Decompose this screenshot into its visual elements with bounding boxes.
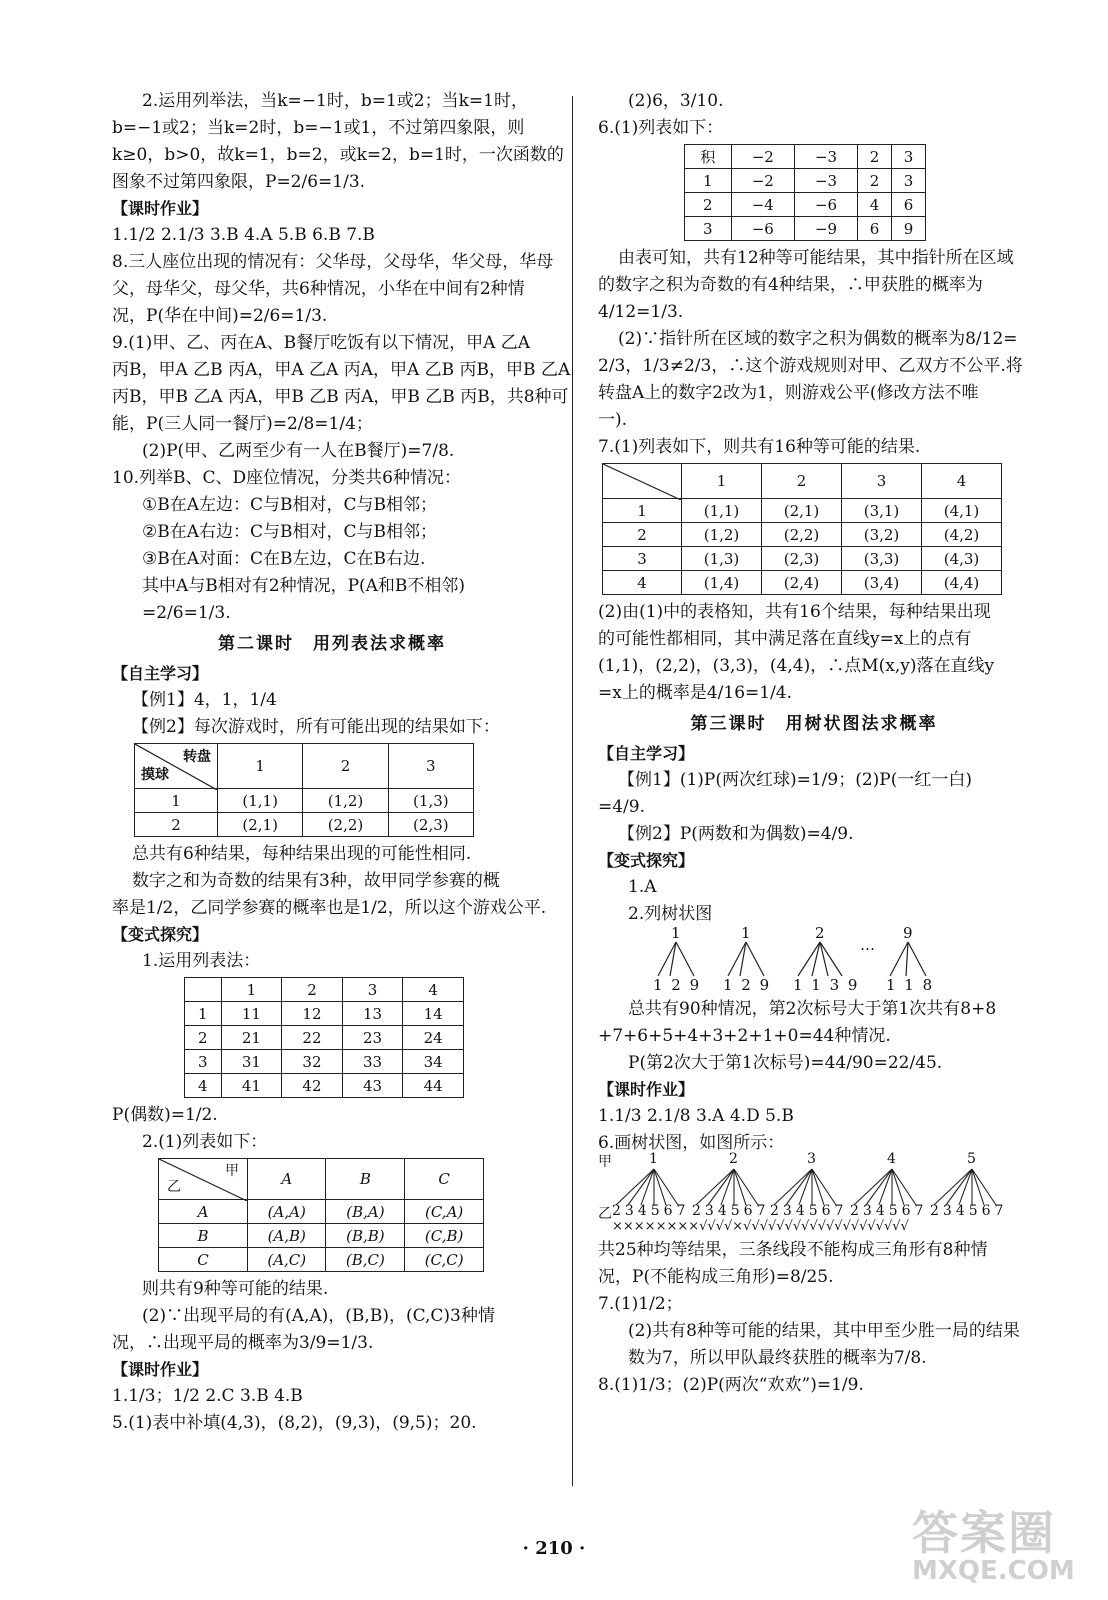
tree-leaves: 234567 xyxy=(692,1203,770,1219)
text-line: =2/6=1/3. xyxy=(142,603,231,623)
table-cell: (4,4) xyxy=(922,571,1002,595)
table-cell: (3,3) xyxy=(842,547,922,571)
table-cell: 24 xyxy=(403,1026,464,1050)
text-line: ③B在A对面：C在B左边，C在B右边. xyxy=(142,549,426,569)
text-line: (2)6，3/10. xyxy=(628,91,724,111)
text-line: P(第2次大于第1次标号)=44/90=22/45. xyxy=(628,1053,943,1073)
text-line: 5.(1)表中补填(4,3)，(8,2)，(9,3)，(9,5)；20. xyxy=(112,1413,477,1433)
tree-leaves: 1 1 3 9 xyxy=(793,976,860,994)
text-line: 【例2】P(两数和为偶数)=4/9. xyxy=(618,824,854,844)
text-line: (1,1)，(2,2)，(3,3)，(4,4)，∴点M(x,y)落在直线y xyxy=(598,656,995,676)
table-cell: 23 xyxy=(342,1026,403,1050)
text-line: 2.(1)列表如下： xyxy=(142,1132,268,1152)
table-cell: 6 xyxy=(892,193,926,217)
table-row xyxy=(685,193,926,217)
table-cell: 3 xyxy=(892,169,926,193)
table-cell: (2,1) xyxy=(762,499,842,523)
text-line: 【例1】(1)P(两次红球)=1/9；(2)P(一红一白) xyxy=(618,770,972,790)
table-cell: 1 xyxy=(685,169,732,193)
tree-root: 1 xyxy=(741,924,751,942)
text-line: 其中A与B相对有2种情况，P(A和B不相邻) xyxy=(142,576,466,596)
text-line: 则共有9种等可能的结果. xyxy=(142,1279,329,1299)
table-cell: (2,3) xyxy=(388,813,473,837)
table-header-cell: 积 xyxy=(685,145,732,169)
text-line: 1.1/3 2.1/8 3.A 4.D 5.B xyxy=(598,1106,794,1126)
text-line: 丙B，甲A 乙B 丙A，甲A 乙A 丙A，甲A 乙B 丙B，甲B 乙A xyxy=(112,360,571,380)
table-cell: (1,2) xyxy=(682,523,762,547)
table-header-cell: 2 xyxy=(858,145,892,169)
table-cell: (1,4) xyxy=(682,571,762,595)
tree-diagram-1 xyxy=(598,924,1030,996)
table-row xyxy=(135,813,474,837)
table-row xyxy=(685,169,926,193)
table-header-cell: −2 xyxy=(731,145,794,169)
text-line: 6.画树状图，如图所示： xyxy=(598,1133,785,1153)
table-cell: (B,B) xyxy=(326,1224,405,1248)
table-row xyxy=(159,1248,484,1272)
table-cell: (3,2) xyxy=(842,523,922,547)
table-row xyxy=(185,1002,464,1026)
table-cell: 4 xyxy=(858,193,892,217)
text-line: (2)共有8种等可能的结果，其中甲至少胜一局的结果 xyxy=(628,1321,1020,1341)
table-cell: 1 xyxy=(603,499,682,523)
text-line: (2)由(1)中的表格知，共有16个结果，每种结果出现 xyxy=(598,602,991,622)
text-line: +7+6+5+4+3+2+1+0=44种情况. xyxy=(598,1026,891,1046)
table-cell: (C,C) xyxy=(405,1248,484,1272)
section-heading: 【课时作业】 xyxy=(112,199,209,218)
text-line: 1.1/3；1/2 2.C 3.B 4.B xyxy=(112,1386,303,1406)
table-cell: −6 xyxy=(731,217,794,241)
table-corner-cell xyxy=(135,744,218,789)
table-row xyxy=(185,1050,464,1074)
text-line: (2)∵指针所在区域的数字之积为偶数的概率为8/12= xyxy=(618,329,1018,349)
text-line: (2)∵出现平局的有(A,A)，(B,B)，(C,C)3种情 xyxy=(142,1306,495,1326)
text-line: 2.列树状图 xyxy=(628,904,713,924)
table-cell: 41 xyxy=(221,1074,282,1098)
table-cell: (4,2) xyxy=(922,523,1002,547)
text-line: k≥0，b>0，故k=1，b=2，或k=2，b=1时，一次函数的 xyxy=(112,145,564,165)
text-line: 7.(1)列表如下，则共有16种等可能的结果. xyxy=(598,437,921,457)
corner-top-label: 转盘 xyxy=(183,749,211,765)
tree-root: 3 xyxy=(807,1151,816,1167)
watermark-url: MXQE.COM xyxy=(912,1556,1075,1586)
table-cell: 2 xyxy=(858,169,892,193)
text-line: 1.1/2 2.1/3 3.B 4.A 5.B 6.B 7.B xyxy=(112,225,375,245)
table-row xyxy=(603,523,1002,547)
table-row xyxy=(159,1200,484,1224)
right-column xyxy=(598,88,1030,1399)
table-corner-cell xyxy=(159,1159,248,1200)
table-cell: (1,1) xyxy=(218,789,303,813)
tree-leaves: 234567 xyxy=(770,1203,848,1219)
text-line: 能，P(三人同一餐厅)=2/8=1/4； xyxy=(112,414,373,434)
table-cell: 43 xyxy=(342,1074,403,1098)
tree-leaves: 1 2 9 xyxy=(723,976,772,994)
text-line: (2)P(甲、乙两至少有一人在B餐厅)=7/8. xyxy=(142,441,455,461)
table-cell: −6 xyxy=(794,193,857,217)
table-header-cell: 2 xyxy=(282,978,343,1002)
table-cell: 14 xyxy=(403,1002,464,1026)
table-cell: (1,2) xyxy=(303,789,388,813)
text-line: b=−1或2；当k=2时，b=−1或1，不过第四象限，则 xyxy=(112,118,525,138)
table-cell: (1,1) xyxy=(682,499,762,523)
table-corner-cell xyxy=(603,464,682,499)
text-line: 一). xyxy=(598,410,628,430)
coordinate-table xyxy=(602,463,1002,595)
section-heading: 【自主学习】 xyxy=(598,744,695,763)
table-cell: (C,A) xyxy=(405,1200,484,1224)
table-header-cell: 4 xyxy=(922,464,1002,499)
table-cell: 33 xyxy=(342,1050,403,1074)
left-column xyxy=(112,88,571,1437)
text-line: 共25种均等结果，三条线段不能构成三角形有8种情 xyxy=(598,1240,988,1260)
table-header-cell: 1 xyxy=(221,978,282,1002)
tree-root: 4 xyxy=(887,1151,896,1167)
text-line: 1.运用列表法： xyxy=(142,951,261,971)
number-table xyxy=(184,977,464,1098)
table-header-cell: −3 xyxy=(794,145,857,169)
table-cell: 13 xyxy=(342,1002,403,1026)
table-cell: −2 xyxy=(731,169,794,193)
table-cell: (A,C) xyxy=(248,1248,326,1272)
watermark-logo-text: 答案圈 xyxy=(912,1506,1056,1560)
text-line: 况，P(不能构成三角形)=8/25. xyxy=(598,1267,834,1287)
text-line: 总共有6种结果，每种结果出现的可能性相同. xyxy=(132,844,472,864)
section-heading: 【自主学习】 xyxy=(112,664,209,683)
page-number: · 210 · xyxy=(522,1538,586,1559)
table-row xyxy=(603,571,1002,595)
table-header-cell: 2 xyxy=(762,464,842,499)
table-cell: 1 xyxy=(185,1002,222,1026)
table-cell: 22 xyxy=(282,1026,343,1050)
text-line: 父，母华父，母父华，共6种情况，小华在中间有2种情 xyxy=(112,279,525,299)
text-line: 的可能性都相同，其中满足落在直线y=x上的点有 xyxy=(598,629,972,649)
tree-diagram-2 xyxy=(598,1151,1030,1237)
text-line: ②B在A右边：C与B相对，C与B相邻； xyxy=(142,522,438,542)
table-cell: 44 xyxy=(403,1074,464,1098)
tree-leaves: 1 1 8 xyxy=(886,976,935,994)
table-cell: (2,2) xyxy=(303,813,388,837)
corner-bottom-label: 乙 xyxy=(167,1179,181,1195)
text-line: =4/9. xyxy=(598,797,646,817)
text-line: 转盘A上的数字2改为1，则游戏公平(修改方法不唯 xyxy=(598,383,979,403)
table-cell: 11 xyxy=(221,1002,282,1026)
table-header-cell: C xyxy=(405,1159,484,1200)
table-header-cell: 4 xyxy=(403,978,464,1002)
text-line: 8.三人座位出现的情况有：父华母，父母华，华父母，华母 xyxy=(112,252,554,272)
text-line: 10.列举B、C、D座位情况，分类共6种情况： xyxy=(112,468,461,488)
tree-leaves: 234567 xyxy=(612,1203,690,1219)
tree-ellipsis: … xyxy=(860,936,875,954)
text-line: 6.(1)列表如下： xyxy=(598,118,724,138)
text-line: 况，∴出现平局的概率为3/9=1/3. xyxy=(112,1333,374,1353)
table-cell: 34 xyxy=(403,1050,464,1074)
table-cell: (B,A) xyxy=(326,1200,405,1224)
table-cell: (B,C) xyxy=(326,1248,405,1272)
table-cell: −4 xyxy=(731,193,794,217)
table-cell: (4,3) xyxy=(922,547,1002,571)
table-cell: (2,2) xyxy=(762,523,842,547)
text-line: 数为7，所以甲队最终获胜的概率为7/8. xyxy=(628,1348,927,1368)
text-line: 图象不过第四象限，P=2/6=1/3. xyxy=(112,172,366,192)
table-cell: 3 xyxy=(603,547,682,571)
table-cell: (2,4) xyxy=(762,571,842,595)
text-line: 【例1】4，1，1/4 xyxy=(132,690,277,710)
text-line: 2/3，1/3≠2/3，∴这个游戏规则对甲、乙双方不公平.将 xyxy=(598,356,1023,376)
text-line: 8.(1)1/3；(2)P(两次“欢欢”)=1/9. xyxy=(598,1375,864,1395)
table-cell: 2 xyxy=(185,1026,222,1050)
tree-root: 9 xyxy=(903,924,913,942)
diagonal-line xyxy=(603,464,681,500)
tree-root: 1 xyxy=(649,1151,658,1167)
table-header-cell: 3 xyxy=(342,978,403,1002)
tree-leaves: 234567 xyxy=(850,1203,928,1219)
table-row xyxy=(159,1224,484,1248)
table-cell: A xyxy=(159,1200,248,1224)
table-cell: (3,4) xyxy=(842,571,922,595)
table-cell: 4 xyxy=(185,1074,222,1098)
table-cell: 32 xyxy=(282,1050,343,1074)
table-cell: (2,3) xyxy=(762,547,842,571)
text-line: 1.A xyxy=(628,877,657,897)
text-line: 率是1/2，乙同学参赛的概率也是1/2，所以这个游戏公平. xyxy=(112,898,547,918)
table-cell: 3 xyxy=(185,1050,222,1074)
text-line: P(偶数)=1/2. xyxy=(112,1105,218,1125)
tree-root: 1 xyxy=(671,924,681,942)
tree-root: 5 xyxy=(967,1151,976,1167)
table-cell: 9 xyxy=(892,217,926,241)
table-cell: 12 xyxy=(282,1002,343,1026)
table-header-cell: A xyxy=(248,1159,326,1200)
text-line: =x上的概率是4/16=1/4. xyxy=(598,683,793,703)
table-cell: 4 xyxy=(603,571,682,595)
lesson-title: 第二课时 用列表法求概率 xyxy=(218,634,446,654)
text-line: 2.运用列举法，当k=−1时，b=1或2；当k=1时， xyxy=(142,91,528,111)
table-cell: (4,1) xyxy=(922,499,1002,523)
table-cell: (1,3) xyxy=(388,789,473,813)
table-cell: (2,1) xyxy=(218,813,303,837)
table-cell: 2 xyxy=(685,193,732,217)
text-line: 9.(1)甲、乙、丙在A、B餐厅吃饭有以下情况，甲A 乙A xyxy=(112,333,531,353)
table-cell: (C,B) xyxy=(405,1224,484,1248)
result-table-3 xyxy=(158,1158,484,1272)
section-heading: 【课时作业】 xyxy=(112,1360,209,1379)
table-cell: 2 xyxy=(603,523,682,547)
tree-root: 2 xyxy=(815,924,825,942)
section-heading: 【课时作业】 xyxy=(598,1080,695,1099)
table-cell: 6 xyxy=(858,217,892,241)
table-header-cell: 2 xyxy=(303,744,388,789)
text-line: 况，P(华在中间)=2/6=1/3. xyxy=(112,306,328,326)
tree-marks: ××××××××√√√√×√√√√√√√√√√√√√√√√√√√√ xyxy=(612,1219,909,1234)
corner-top-label: 甲 xyxy=(225,1163,239,1179)
text-line: ①B在A左边：C与B相对，C与B相邻； xyxy=(142,495,438,515)
table-cell: 3 xyxy=(685,217,732,241)
table-cell: −3 xyxy=(794,169,857,193)
tree-label-top: 甲 xyxy=(598,1154,612,1170)
table-cell: 31 xyxy=(221,1050,282,1074)
text-line: 丙B，甲B 乙A 丙A，甲B 乙B 丙A，甲B 乙B 丙B，共8种可 xyxy=(112,387,569,407)
result-table-1 xyxy=(134,743,474,837)
table-header-cell: 3 xyxy=(842,464,922,499)
table-cell: 2 xyxy=(135,813,218,837)
table-cell: C xyxy=(159,1248,248,1272)
tree-root: 2 xyxy=(729,1151,738,1167)
text-line: 7.(1)1/2； xyxy=(598,1294,683,1314)
table-header-cell: 1 xyxy=(682,464,762,499)
tree-leaves: 234567 xyxy=(930,1203,1008,1219)
table-header-cell: B xyxy=(326,1159,405,1200)
tree-label-bottom: 乙 xyxy=(598,1206,612,1222)
table-header-cell xyxy=(185,978,222,1002)
table-cell: B xyxy=(159,1224,248,1248)
corner-bottom-label: 摸球 xyxy=(141,767,169,783)
table-row xyxy=(185,1026,464,1050)
table-cell: 1 xyxy=(135,789,218,813)
text-line: 总共有90种情况，第2次标号大于第1次共有8+8 xyxy=(628,999,997,1019)
text-line: 的数字之积为奇数的有4种结果，∴甲获胜的概率为 xyxy=(598,275,983,295)
table-header-cell: 1 xyxy=(218,744,303,789)
table-cell: −9 xyxy=(794,217,857,241)
section-heading: 【变式探究】 xyxy=(112,925,209,944)
table-row xyxy=(685,217,926,241)
section-heading: 【变式探究】 xyxy=(598,851,695,870)
table-row xyxy=(185,1074,464,1098)
table-cell: (1,3) xyxy=(682,547,762,571)
table-header-cell: 3 xyxy=(388,744,473,789)
text-line: 【例2】每次游戏时，所有可能出现的结果如下： xyxy=(132,717,500,737)
tree-leaves: 1 2 9 xyxy=(653,976,702,994)
lesson-title: 第三课时 用树状图法求概率 xyxy=(690,714,938,734)
product-table xyxy=(684,144,926,241)
table-header-cell: 3 xyxy=(892,145,926,169)
table-cell: (A,B) xyxy=(248,1224,326,1248)
text-line: 由表可知，共有12种等可能结果，其中指针所在区域 xyxy=(618,248,1014,268)
watermark xyxy=(912,1508,1092,1584)
table-row xyxy=(603,547,1002,571)
text-line: 4/12=1/3. xyxy=(598,302,684,322)
text-line: 数字之和为奇数的结果有3种，故甲同学参赛的概 xyxy=(132,871,500,891)
table-cell: (3,1) xyxy=(842,499,922,523)
column-divider xyxy=(572,96,573,1486)
table-cell: 21 xyxy=(221,1026,282,1050)
table-cell: 42 xyxy=(282,1074,343,1098)
table-cell: (A,A) xyxy=(248,1200,326,1224)
table-row xyxy=(135,789,474,813)
table-row xyxy=(603,499,1002,523)
